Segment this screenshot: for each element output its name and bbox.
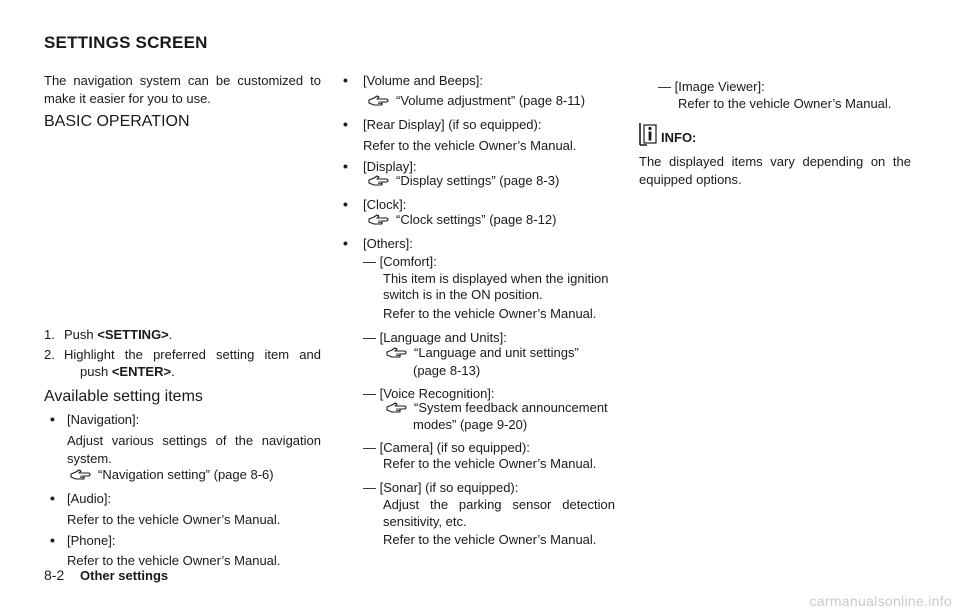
page-number: 8-2 bbox=[44, 567, 65, 583]
volume-label: [Volume and Beeps]: bbox=[363, 73, 483, 88]
others-label: [Others]: bbox=[363, 236, 413, 251]
bullet: • bbox=[343, 196, 348, 212]
display-ref bbox=[368, 172, 559, 189]
section-name: Other settings bbox=[80, 568, 169, 583]
available-items-heading: Available setting items bbox=[44, 388, 203, 405]
step-1-text: Push bbox=[64, 327, 98, 342]
bullet: • bbox=[50, 411, 55, 427]
intro-line-2: make it easier for you to use. bbox=[44, 91, 211, 106]
phone-desc bbox=[67, 552, 280, 569]
comfort-desc-2: switch is in the ON position. bbox=[383, 287, 543, 302]
pointing-hand-icon bbox=[386, 347, 408, 359]
image-viewer-desc: Refer to the vehicle Owner’s Manual. bbox=[678, 96, 892, 111]
info-text-1: The displayed items vary depending on the bbox=[639, 154, 911, 169]
clock-ref bbox=[368, 211, 556, 228]
bullet: • bbox=[343, 235, 348, 251]
intro-line-1: The navigation system can be customized to bbox=[44, 73, 321, 88]
comfort-desc-3: Refer to the vehicle Owner’s Manual. bbox=[383, 306, 597, 321]
rear-display-desc: Refer to the vehicle Owner’s Manual. bbox=[363, 138, 577, 153]
enter-key: <ENTER> bbox=[111, 364, 172, 379]
step-1 bbox=[64, 326, 172, 343]
display-ref-text: “Display settings” (page 8-3) bbox=[396, 173, 560, 188]
step-2-number: 2. bbox=[44, 347, 55, 362]
bullet: • bbox=[343, 116, 348, 132]
volume-ref bbox=[368, 92, 585, 109]
setting-key: <SETTING> bbox=[97, 327, 169, 342]
bullet: • bbox=[343, 72, 348, 88]
language-label: — [Language and Units]: bbox=[363, 330, 507, 345]
phone-label: [Phone]: bbox=[67, 533, 116, 548]
step-2-line-1: Highlight the preferred setting item and bbox=[64, 347, 321, 362]
camera-desc: Refer to the vehicle Owner’s Manual. bbox=[383, 456, 597, 471]
language-ref-text-2: (page 8-13) bbox=[413, 363, 481, 378]
step-2-end: . bbox=[171, 364, 175, 379]
step-2-push: push bbox=[80, 364, 112, 379]
sonar-desc-3: Refer to the vehicle Owner’s Manual. bbox=[383, 532, 597, 547]
navigation-ref bbox=[70, 466, 274, 483]
display-label: [Display]: bbox=[363, 159, 417, 174]
comfort-desc-1: This item is displayed when the ignition bbox=[383, 271, 609, 286]
sonar-label: — [Sonar] (if so equipped): bbox=[363, 480, 519, 495]
bullet: • bbox=[343, 158, 348, 174]
info-label: INFO: bbox=[661, 130, 697, 145]
pointing-hand-icon bbox=[368, 175, 390, 187]
bullet: • bbox=[50, 532, 55, 548]
navigation-desc-1: Adjust various settings of the navigation bbox=[67, 433, 321, 448]
sonar-desc-1: Adjust the parking sensor detection bbox=[383, 497, 615, 512]
camera-label: — [Camera] (if so equipped): bbox=[363, 440, 530, 455]
navigation-ref-text: “Navigation setting” (page 8-6) bbox=[98, 467, 274, 482]
phone-desc-text: Refer to the vehicle Owner’s Manual. bbox=[67, 553, 281, 568]
step-2-line-2 bbox=[80, 363, 175, 380]
image-viewer-label: — [Image Viewer]: bbox=[658, 79, 765, 94]
volume-ref-text: “Volume adjustment” (page 8-11) bbox=[396, 93, 586, 108]
pointing-hand-icon bbox=[386, 402, 408, 414]
clock-ref-text: “Clock settings” (page 8-12) bbox=[396, 212, 557, 227]
pointing-hand-icon bbox=[368, 95, 390, 107]
voice-ref-text-2: modes” (page 9-20) bbox=[413, 417, 528, 432]
basic-operation-heading: BASIC OPERATION bbox=[44, 113, 190, 130]
step-1-end: . bbox=[168, 327, 173, 342]
watermark: carmanualsonline.info bbox=[809, 593, 952, 609]
info-text-2: equipped options. bbox=[639, 172, 742, 187]
rear-display-label: [Rear Display] (if so equipped): bbox=[363, 117, 542, 132]
audio-desc: Refer to the vehicle Owner’s Manual. bbox=[67, 512, 281, 527]
pointing-hand-icon bbox=[368, 214, 390, 226]
language-ref-text-1: “Language and unit settings” bbox=[414, 345, 579, 360]
voice-ref bbox=[386, 399, 608, 416]
step-1-number: 1. bbox=[44, 327, 55, 342]
navigation-label: [Navigation]: bbox=[67, 412, 140, 427]
pointing-hand-icon bbox=[70, 469, 92, 481]
voice-label: — [Voice Recognition]: bbox=[363, 386, 495, 401]
comfort-label: — [Comfort]: bbox=[363, 254, 437, 269]
navigation-desc-2: system. bbox=[67, 451, 112, 466]
clock-label: [Clock]: bbox=[363, 197, 407, 212]
language-ref bbox=[386, 344, 579, 361]
voice-ref-text-1: “System feedback announcement bbox=[414, 400, 608, 415]
audio-label: [Audio]: bbox=[67, 491, 112, 506]
info-icon bbox=[639, 122, 658, 146]
bullet: • bbox=[50, 490, 55, 506]
page-title: SETTINGS SCREEN bbox=[44, 33, 208, 52]
sonar-desc-2: sensitivity, etc. bbox=[383, 514, 467, 529]
